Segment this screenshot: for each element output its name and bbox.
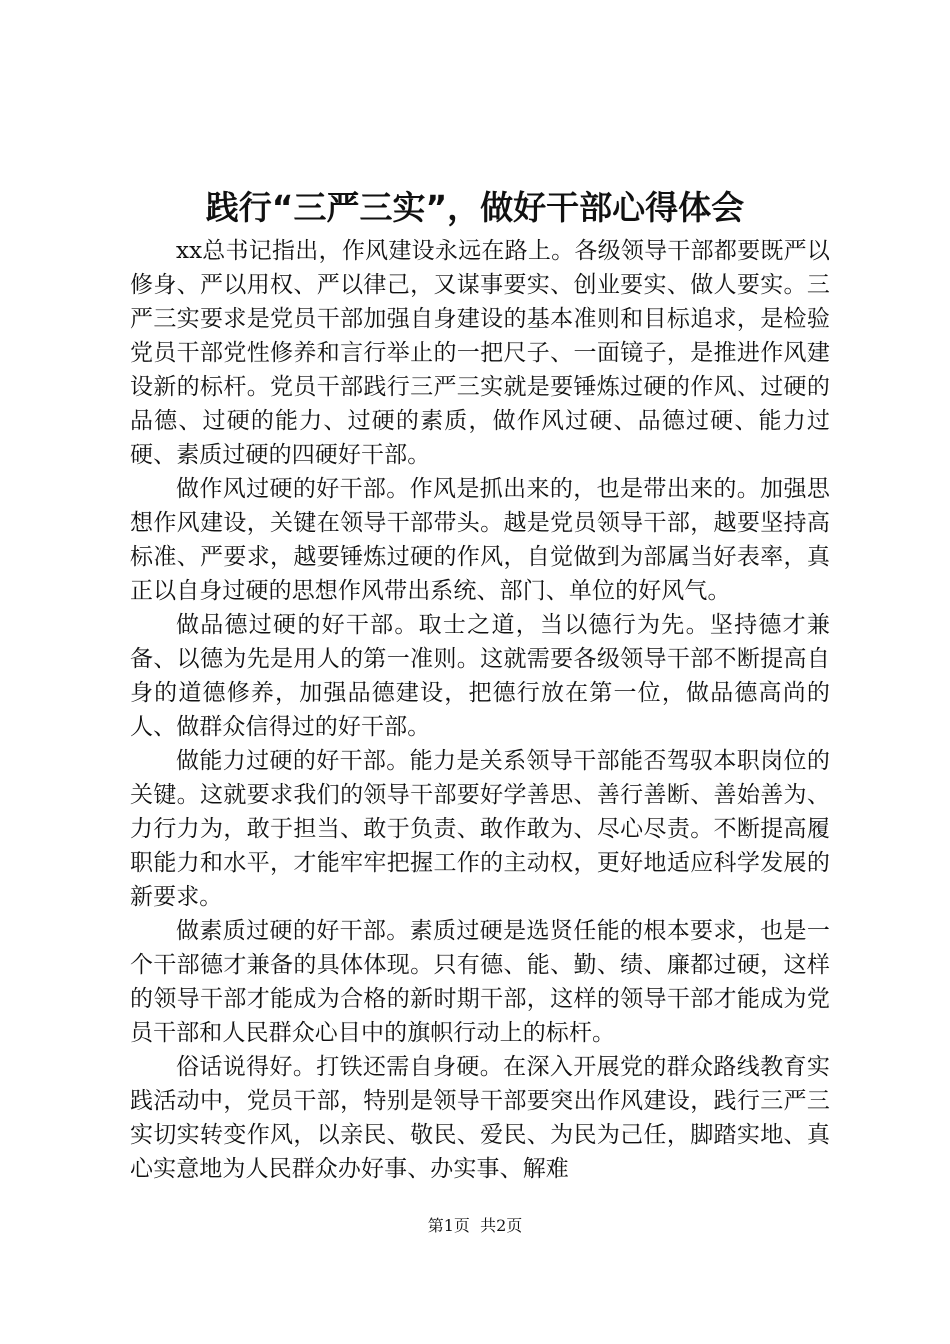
paragraph-6: 俗话说得好。打铁还需自身硬。在深入开展党的群众路线教育实践活动中，党员干部，特别是领导干部要突出作风建设，践行三严三实切实转变作风，以亲民、敬民、爱民、为民为己任，脚踏实地、真心实意地为人民群众办好事、办实事、解难 xyxy=(130,1054,830,1182)
paragraph-5: 做素质过硬的好干部。素质过硬是选贤任能的根本要求，也是一个干部德才兼备的具体体现。只有德、能、勤、绩、廉都过硬，这样的领导干部才能成为合格的新时期干部，这样的领导干部才能成为党员干部和人民群众心目中的旗帜行动上的标杆。 xyxy=(130,918,830,1046)
paragraph-3: 做品德过硬的好干部。取士之道，当以德行为先。坚持德才兼备、以德为先是用人的第一准则。这就需要各级领导干部不断提高自身的道德修养，加强品德建设，把德行放在第一位，做品德高尚的人、做群众信得过的好干部。 xyxy=(130,612,830,740)
page-number: 第1页 xyxy=(427,1216,470,1235)
paragraph-2: 做作风过硬的好干部。作风是抓出来的，也是带出来的。加强思想作风建设，关键在领导干部带头。越是党员领导干部，越要坚持高标准、严要求，越要锤炼过硬的作风，自觉做到为部属当好表率，真正以自身过硬的思想作风带出系统、部门、单位的好风气。 xyxy=(130,476,830,604)
page-footer xyxy=(0,1214,950,1238)
page-total: 共2页 xyxy=(480,1216,523,1235)
document-title: 践行“三严三实”，做好干部心得体会 xyxy=(205,188,745,227)
paragraph-4: 做能力过硬的好干部。能力是关系领导干部能否驾驭本职岗位的关键。这就要求我们的领导干部要好学善思、善行善断、善始善为、力行力为，敢于担当、敢于负责、敢作敢为、尽心尽责。不断提高履职能力和水平，才能牢牢把握工作的主动权，更好地适应科学发展的新要求。 xyxy=(130,748,830,910)
paragraph-1: xx总书记指出，作风建设永远在路上。各级领导干部都要既严以修身、严以用权、严以律己，又谋事要实、创业要实、做人要实。三严三实要求是党员干部加强自身建设的基本准则和目标追求，是检验党员干部党性修养和言行举止的一把尺子、一面镜子，是推进作风建设新的标杆。党员干部践行三严三实就是要锤炼过硬的作风、过硬的品德、过硬的能力、过硬的素质，做作风过硬、品德过硬、能力过硬、素质过硬的四硬好干部。 xyxy=(130,238,830,468)
document-body xyxy=(130,234,830,1186)
